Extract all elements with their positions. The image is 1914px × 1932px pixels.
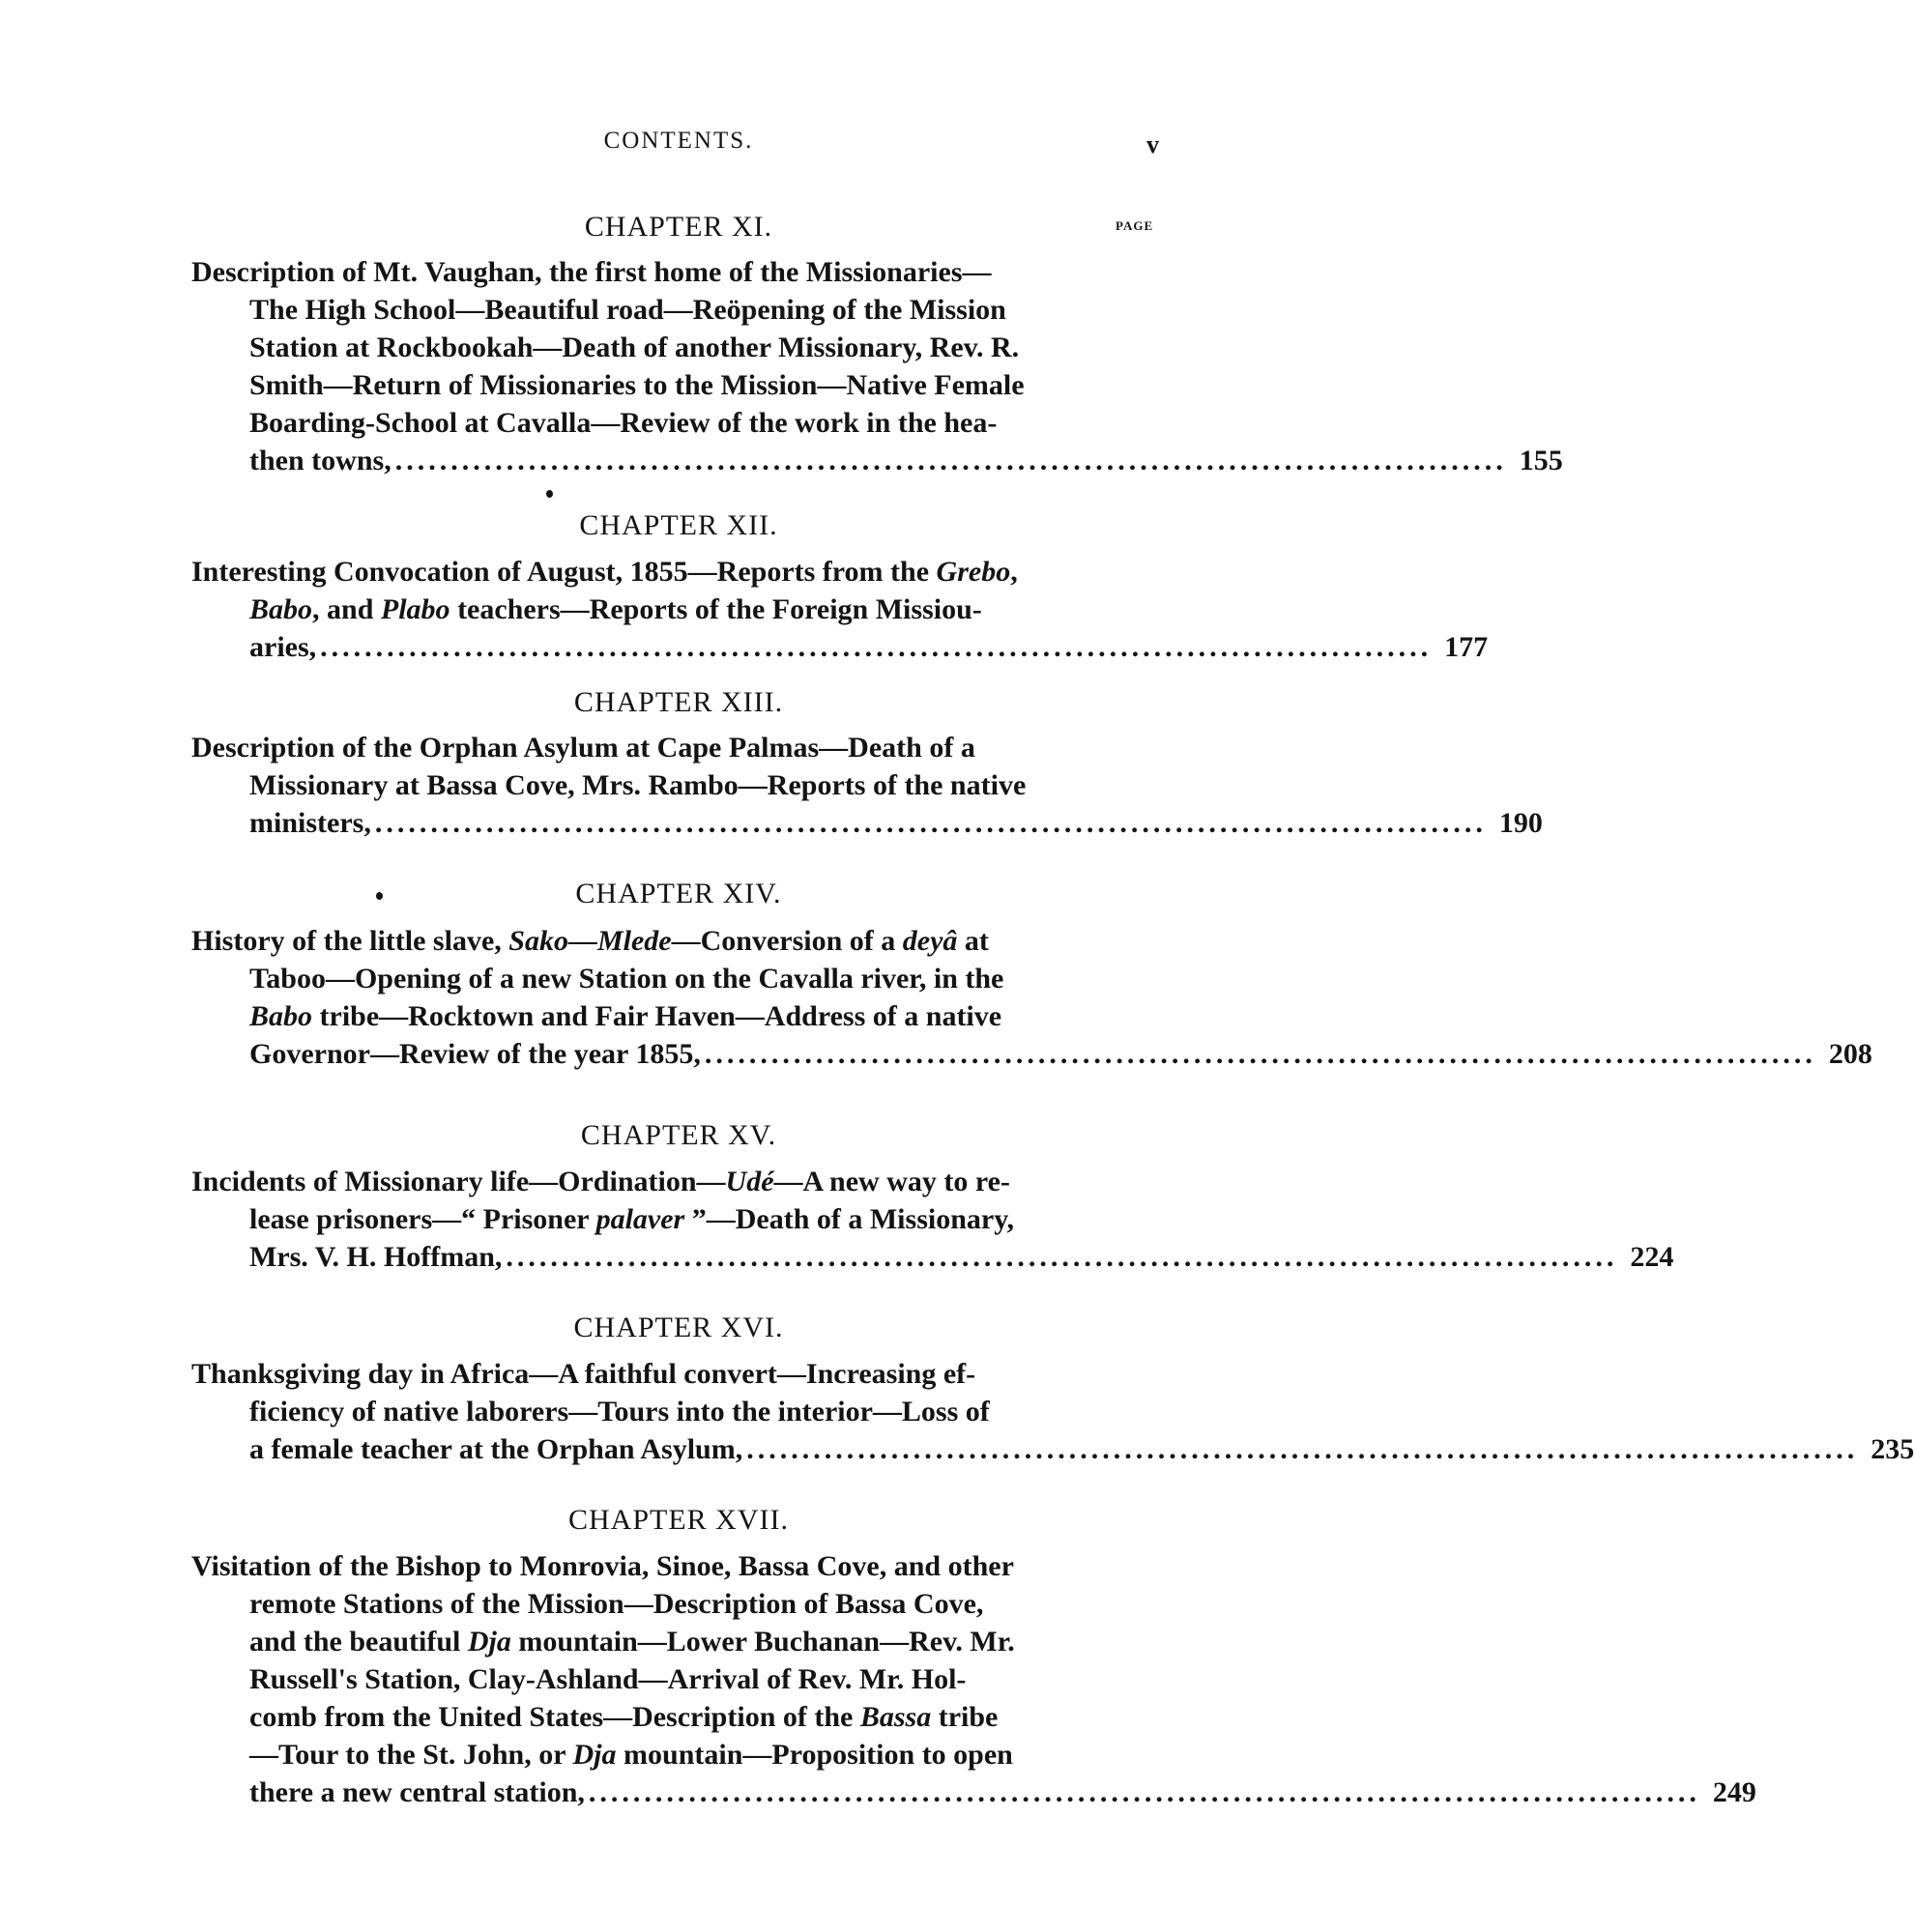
chapter-heading: CHAPTER XII.	[579, 509, 778, 541]
entry-line-text: then towns,	[249, 445, 392, 476]
entry-line: Boarding-School at Cavalla—Review of the work in the hea-	[249, 407, 998, 439]
entry-line	[191, 922, 1158, 960]
entry-line-text: aries,	[249, 631, 317, 663]
dot-leader: ....................................................................................................	[588, 1776, 1700, 1808]
entry-text: comb from the United States—Description of the	[249, 1701, 860, 1733]
entry-text: mountain—Lower Buchanan—Rev. Mr.	[510, 1626, 1015, 1658]
entry-page-number: 235	[1870, 1433, 1914, 1465]
chapter-heading: CHAPTER XVI.	[573, 1312, 784, 1343]
entry-line-text: there a new central station,	[249, 1776, 585, 1808]
entry-line	[191, 591, 1158, 628]
dot-leader: ....................................................................................................	[394, 445, 1507, 476]
entry-line-text: Governor—Review of the year 1855,	[249, 1038, 701, 1070]
dot-leader: ....................................................................................................	[506, 1241, 1618, 1273]
entry-line: The High School—Beautiful road—Reöpening of the Mission	[249, 294, 1006, 326]
entry-line: ficiency of native laborers—Tours into the interior—Loss of	[249, 1396, 990, 1427]
entry-last-line	[191, 1035, 1872, 1073]
page-number: v	[1146, 130, 1159, 159]
entry-italic-text: Udé	[725, 1166, 774, 1197]
entry-text: tribe	[931, 1701, 999, 1733]
entry-italic-text: Dja	[572, 1739, 617, 1771]
entry-text: ,	[1010, 556, 1018, 588]
entry-line-text: ministers,	[249, 807, 371, 839]
entry-italic-text: Plabo	[380, 593, 450, 625]
entry-text: mountain—Proposition to open	[616, 1739, 1013, 1771]
entry-page-number: 155	[1519, 445, 1563, 476]
entry-last-line	[191, 628, 1489, 666]
entry-text: , and	[312, 593, 381, 625]
entry-italic-text: Dja	[467, 1626, 511, 1658]
entry-text: and the beautiful	[249, 1626, 468, 1658]
entry-last-line	[191, 804, 1543, 842]
toc-entry	[191, 922, 1872, 1073]
entry-last-line	[191, 1238, 1674, 1276]
entry-page-number: 208	[1828, 1038, 1872, 1070]
chapter-heading: CHAPTER XIV.	[575, 878, 782, 909]
entry-line	[191, 1163, 1158, 1200]
entry-page-number: 224	[1630, 1241, 1674, 1273]
toc-entry	[191, 553, 1489, 666]
entry-text: Interesting Convocation of August, 1855—Reports from the	[191, 556, 937, 588]
dot-leader: ....................................................................................................	[746, 1433, 1859, 1465]
entry-line-text: a female teacher at the Orphan Asylum,	[249, 1433, 743, 1465]
entry-text: History of the little slave,	[191, 925, 509, 957]
entry-text: at	[957, 925, 989, 957]
entry-text: —A new way to re-	[773, 1166, 1010, 1197]
entry-last-line	[191, 1773, 1756, 1811]
entry-page-number: 177	[1444, 631, 1489, 663]
entry-line: Thanksgiving day in Africa—A faithful convert—Increasing ef-	[191, 1358, 976, 1390]
chapter-heading: CHAPTER XV.	[580, 1119, 777, 1151]
entry-last-line	[191, 442, 1563, 479]
entry-line	[191, 1623, 1158, 1660]
entry-page-number: 190	[1498, 807, 1543, 839]
entry-last-line	[191, 1430, 1914, 1468]
entry-line	[191, 553, 1158, 591]
entry-line: Station at Rockbookah—Death of another Missionary, Rev. R.	[249, 332, 1020, 363]
entry-line	[191, 1736, 1158, 1773]
page-column-label: PAGE	[1116, 218, 1154, 233]
entry-text: Incidents of Missionary life—Ordination—	[191, 1166, 726, 1197]
chapter-heading: CHAPTER XVII.	[568, 1504, 789, 1536]
entry-text: teachers—Reports of the Foreign Missiou-	[450, 593, 982, 625]
toc-entry	[191, 1163, 1674, 1276]
entry-italic-text: deyâ	[902, 925, 958, 957]
entry-italic-text: Sako—Mlede	[508, 925, 672, 957]
toc-entry	[191, 253, 1563, 479]
entry-line: Visitation of the Bishop to Monrovia, Sinoe, Bassa Cove, and other	[191, 1550, 1014, 1582]
entry-italic-text: Babo	[249, 593, 313, 625]
toc-entry	[191, 1355, 1914, 1468]
entry-text: —Tour to the St. John, or	[249, 1739, 573, 1771]
entry-line: Missionary at Bassa Cove, Mrs. Rambo—Reports of the native	[249, 769, 1027, 801]
dot-leader: ....................................................................................................	[374, 807, 1487, 839]
entry-italic-text: Babo	[249, 1000, 313, 1032]
entry-text: ”—Death of a Missionary,	[684, 1203, 1015, 1235]
entry-line: Description of the Orphan Asylum at Cape Palmas—Death of a	[191, 732, 975, 764]
entry-text: —Conversion of a	[671, 925, 903, 957]
dot-leader: ....................................................................................................	[704, 1038, 1816, 1070]
chapter-heading: CHAPTER XIII.	[573, 686, 784, 718]
entry-line: Description of Mt. Vaughan, the first home of the Missionaries—	[191, 256, 992, 288]
entry-italic-text: Bassa	[859, 1701, 932, 1733]
toc-entry	[191, 1547, 1756, 1811]
chapter-heading: CHAPTER XI.	[584, 211, 773, 243]
entry-text: tribe—Rocktown and Fair Haven—Address of a native	[312, 1000, 1002, 1032]
dot-leader: ....................................................................................................	[320, 631, 1433, 663]
entry-italic-text: Grebo	[936, 556, 1011, 588]
entry-italic-text: palaver	[595, 1203, 685, 1235]
entry-line	[191, 1698, 1158, 1736]
entry-page-number: 249	[1712, 1776, 1756, 1808]
entry-text: lease prisoners—“ Prisoner	[249, 1203, 596, 1235]
ink-speck	[546, 490, 553, 498]
entry-line: remote Stations of the Mission—Description of Bassa Cove,	[249, 1588, 984, 1620]
entry-line: Taboo—Opening of a new Station on the Cavalla river, in the	[249, 963, 1004, 995]
entry-line: Smith—Return of Missionaries to the Mission—Native Female	[249, 369, 1025, 401]
entry-line: Russell's Station, Clay-Ashland—Arrival of Rev. Mr. Hol-	[249, 1663, 967, 1695]
running-head: CONTENTS.	[603, 128, 754, 154]
entry-line	[191, 1200, 1158, 1238]
entry-line	[191, 997, 1158, 1035]
toc-entry	[191, 729, 1543, 842]
entry-line-text: Mrs. V. H. Hoffman,	[249, 1241, 503, 1273]
